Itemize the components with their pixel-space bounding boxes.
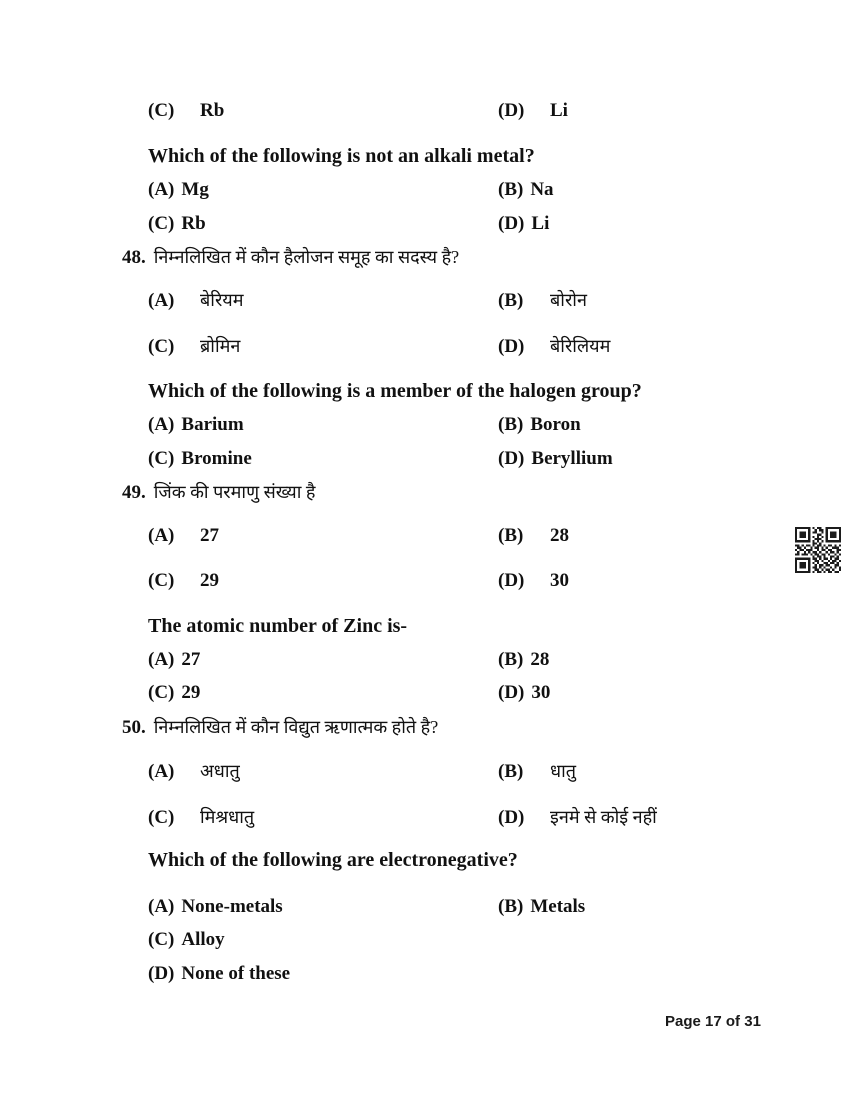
option-label: (B)	[498, 896, 524, 917]
footer-label-of: of	[725, 1013, 741, 1030]
option	[148, 179, 209, 202]
option	[498, 213, 549, 236]
option	[498, 682, 550, 705]
option	[148, 963, 290, 986]
question-text-english: Which of the following is not an alkali metal?	[148, 145, 535, 167]
option-label: (D)	[498, 570, 525, 591]
question-text-hindi: निम्नलिखित में कौन हैलोजन समूह का सदस्य है?	[153, 247, 460, 267]
option	[498, 525, 569, 548]
question-text-english: The atomic number of Zinc is-	[148, 615, 408, 637]
option-label: (A)	[148, 649, 175, 670]
option	[498, 760, 576, 784]
option-label: (C)	[148, 929, 175, 950]
question-line	[122, 481, 315, 505]
option-text: ब्रोमिन	[200, 336, 241, 356]
option-label: (B)	[498, 525, 524, 546]
option-label: (A)	[148, 896, 175, 917]
option-label: (B)	[498, 761, 524, 782]
option-label: (C)	[148, 807, 175, 828]
option-label: (C)	[148, 682, 175, 703]
option	[148, 760, 240, 784]
option-text: Alloy	[181, 929, 225, 950]
question-text-english: Which of the following is a member of the halogen group?	[148, 380, 642, 402]
option-text: अधातु	[200, 761, 240, 781]
option-label: (B)	[498, 179, 524, 200]
option	[148, 649, 200, 672]
option-text: Li	[550, 100, 568, 121]
option-text: मिश्रधातु	[200, 807, 255, 827]
qr-code	[795, 527, 841, 573]
option-text: 29	[200, 570, 219, 591]
option	[148, 929, 225, 952]
option-label: (A)	[148, 290, 175, 311]
option-text: Beryllium	[531, 448, 613, 469]
option-label: (D)	[498, 213, 525, 234]
option-text: 27	[200, 525, 219, 546]
option	[148, 289, 244, 313]
option-label: (A)	[148, 414, 175, 435]
question-line	[122, 716, 438, 740]
option-text: Barium	[181, 414, 244, 435]
option-text: 28	[530, 649, 550, 670]
option-text: Mg	[181, 179, 209, 200]
option	[498, 448, 613, 471]
option-text: Li	[531, 213, 550, 234]
option-label: (D)	[498, 682, 525, 703]
option-label: (B)	[498, 649, 524, 670]
option-label: (D)	[498, 448, 525, 469]
question-text-hindi: जिंक की परमाणु संख्या है	[153, 482, 316, 502]
option	[148, 896, 283, 919]
option-text: None of these	[181, 963, 291, 984]
question-line	[122, 246, 459, 270]
question-text-hindi: निम्नलिखित में कौन विद्युत ऋणात्मक होते है?	[153, 717, 439, 737]
question-number: 50.	[122, 717, 146, 738]
option-label: (A)	[148, 525, 175, 546]
option-text: Metals	[530, 896, 586, 917]
option	[148, 525, 219, 548]
option	[148, 448, 252, 471]
question-number: 48.	[122, 247, 146, 268]
option-text: None-metals	[181, 896, 283, 917]
option-text: Bromine	[181, 448, 252, 469]
option	[148, 213, 206, 236]
option-label: (C)	[148, 336, 175, 357]
option	[498, 649, 549, 672]
option-text: Na	[530, 179, 554, 200]
option	[498, 179, 554, 202]
option-label: (B)	[498, 414, 524, 435]
option	[498, 896, 585, 919]
option-text: बोरोन	[550, 290, 587, 310]
option	[148, 570, 219, 593]
option-label: (D)	[498, 100, 525, 121]
option	[498, 100, 568, 123]
option	[148, 414, 244, 437]
option	[148, 682, 200, 705]
option-text: Rb	[200, 100, 225, 121]
option-text: Boron	[530, 414, 581, 435]
footer-total-pages: 31	[744, 1013, 761, 1030]
option-label: (B)	[498, 290, 524, 311]
option	[148, 806, 254, 830]
question-number: 49.	[122, 482, 146, 503]
option-label: (D)	[498, 336, 525, 357]
option	[148, 100, 224, 123]
option	[498, 335, 610, 359]
question-text-english: Which of the following are electronegative?	[148, 849, 518, 871]
option	[148, 335, 240, 359]
option-label: (C)	[148, 100, 175, 121]
option	[498, 414, 581, 437]
option-text: 29	[181, 682, 201, 703]
option-label: (D)	[148, 963, 175, 984]
option-text: धातु	[550, 761, 576, 781]
option-text: Rb	[181, 213, 206, 234]
option	[498, 289, 587, 313]
page-footer	[665, 1013, 761, 1030]
option-text: 30	[531, 682, 551, 703]
option-text: 27	[181, 649, 201, 670]
option-label: (A)	[148, 179, 175, 200]
option-text: 30	[550, 570, 569, 591]
qr-code-image	[795, 527, 841, 573]
footer-current-page: 17	[705, 1013, 722, 1030]
option-label: (C)	[148, 570, 175, 591]
option-label: (A)	[148, 761, 175, 782]
option	[498, 570, 569, 593]
option	[498, 806, 657, 830]
option-text: इनमे से कोई नहीं	[550, 807, 657, 827]
option-label: (C)	[148, 448, 175, 469]
option-text: 28	[550, 525, 569, 546]
option-label: (D)	[498, 807, 525, 828]
option-text: बेरिलियम	[550, 336, 611, 356]
option-text: बेरियम	[200, 290, 244, 310]
option-label: (C)	[148, 213, 175, 234]
footer-label-page: Page	[665, 1013, 701, 1030]
